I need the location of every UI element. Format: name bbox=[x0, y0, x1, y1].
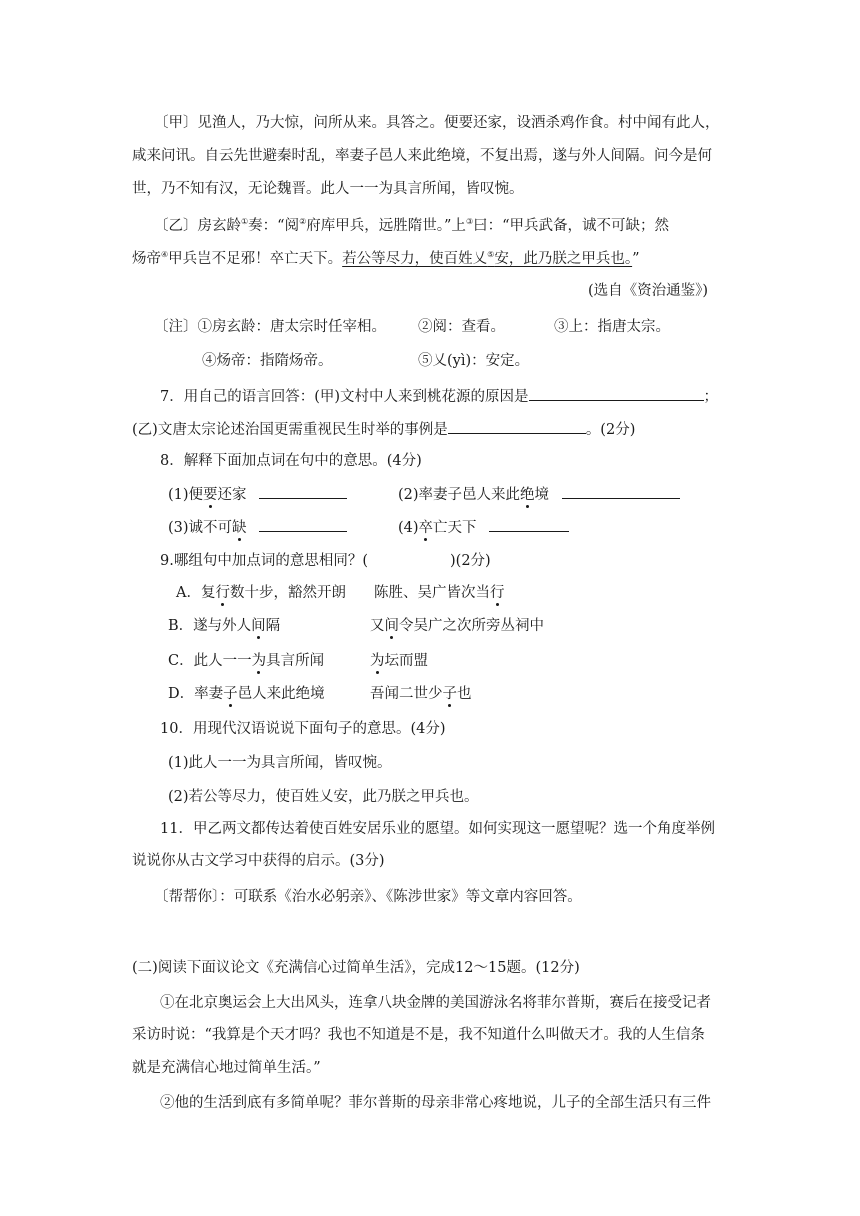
question-11-line-1: 11．甲乙两文都传达着使百姓安居乐业的愿望。如何实现这一愿望呢？选一个角度举例 bbox=[160, 821, 715, 837]
text: (乙)文唐太宗论述治国更需重视民生时举的事例是 bbox=[132, 422, 448, 438]
passage-jia-line-3: 世，乃不知有汉，无论魏晋。此人一一为具言所闻，皆叹惋。 bbox=[132, 181, 524, 197]
paragraph-1-line-2: 采访时说：“我算是个天才吗？我也不知道是不是，我不知道什么叫做天才。我的人生信条 bbox=[132, 1027, 705, 1043]
section-2-heading: (二)阅读下面议论文《充满信心过简单生活》，完成12～15题。(12分) bbox=[132, 960, 580, 976]
question-11-line-2: 说说你从古文学习中获得的启示。(3分) bbox=[132, 853, 385, 869]
text: (1)便 bbox=[168, 487, 204, 503]
text: 奏：“阅 bbox=[248, 218, 300, 234]
option-a-compare bbox=[374, 583, 505, 603]
text: (3)诚不可 bbox=[168, 520, 233, 536]
source-citation: (选自《资治通鉴》) bbox=[588, 283, 709, 299]
text: 陈胜、吴广皆次当 bbox=[374, 585, 490, 601]
option-d-compare bbox=[370, 684, 472, 704]
answer-blank[interactable] bbox=[489, 516, 569, 532]
text: 令吴广之次所旁丛祠中 bbox=[399, 618, 544, 634]
footnote-mark: ④ bbox=[161, 250, 169, 259]
paragraph-1-line-1: ①在北京奥运会上大出风头，连拿八块金牌的美国游泳名将菲尔普斯，赛后在接受记者 bbox=[160, 995, 711, 1011]
dotted-word: 行 bbox=[490, 585, 505, 601]
footnote-mark: ③ bbox=[465, 217, 474, 226]
underlined-sentence bbox=[342, 251, 632, 267]
text: 曰：“甲兵武备，诚不可缺；然 bbox=[473, 218, 670, 234]
question-8-title: 8．解释下面加点词在句中的意思。(4分) bbox=[160, 453, 422, 469]
option-d bbox=[168, 684, 325, 704]
dotted-word: 绝 bbox=[520, 487, 535, 503]
question-10-title: 10．用现代汉语说说下面句子的意思。(4分) bbox=[160, 721, 446, 737]
question-8-item-1 bbox=[168, 483, 347, 505]
text: 还家 bbox=[217, 487, 247, 503]
note-3: ③上：指唐太宗。 bbox=[554, 319, 670, 335]
text: 安，此乃朕之甲兵也。 bbox=[494, 251, 633, 267]
text: 甲兵岂不足邪！卒亡天下。 bbox=[168, 251, 343, 267]
dotted-word: 子 bbox=[442, 686, 457, 702]
passage-yi-line-2 bbox=[132, 245, 640, 269]
text: 邑人来此绝境 bbox=[237, 686, 325, 702]
answer-blank[interactable] bbox=[259, 483, 347, 499]
text: 坛而盟 bbox=[384, 653, 428, 669]
footnote-mark: ② bbox=[299, 217, 307, 226]
passage-yi-line-1 bbox=[154, 212, 669, 236]
text: (2)率妻子邑人来此 bbox=[398, 487, 521, 503]
text: B．遂与外人 bbox=[168, 618, 252, 634]
text: C．此人一一 bbox=[168, 653, 252, 669]
answer-blank[interactable] bbox=[259, 516, 347, 532]
paragraph-2-line-1: ②他的生活到底有多简单呢？菲尔普斯的母亲非常心疼地说，儿子的全部生活只有三件 bbox=[160, 1095, 711, 1111]
text: 吾闻二世少 bbox=[370, 686, 443, 702]
text: A．复 bbox=[176, 585, 216, 601]
note-2: ②阅：查看。 bbox=[418, 319, 505, 335]
dotted-word: 缺 bbox=[232, 520, 247, 536]
option-c-compare bbox=[370, 651, 428, 671]
option-a bbox=[176, 583, 346, 603]
question-10-sentence-1: (1)此人一一为具言所闻，皆叹惋。 bbox=[168, 755, 392, 771]
dotted-word: 为 bbox=[370, 653, 385, 669]
question-11-hint: 〔帮帮你〕：可联系《治水必躬亲》、《陈涉世家》等文章内容回答。 bbox=[154, 889, 582, 905]
text: 炀帝 bbox=[132, 251, 161, 267]
footnote-mark: ⑤ bbox=[487, 250, 495, 259]
text: 隔 bbox=[265, 618, 281, 634]
text: 府库甲兵，远胜隋世。”上 bbox=[306, 218, 466, 234]
answer-blank[interactable] bbox=[448, 418, 586, 434]
passage-jia-line-1: 〔甲〕见渔人，乃大惊，问所从来。具答之。便要还家，设酒杀鸡作食。村中闻有此人， bbox=[154, 115, 720, 131]
dotted-word: 间 bbox=[251, 618, 266, 634]
option-c bbox=[168, 651, 324, 671]
answer-blank[interactable] bbox=[562, 483, 680, 499]
question-9-title bbox=[160, 551, 491, 571]
text: )(2分) bbox=[450, 553, 491, 569]
dotted-word: 为 bbox=[251, 653, 267, 669]
dotted-word: 要 bbox=[203, 487, 218, 503]
dotted-word: 子 bbox=[223, 686, 238, 702]
text: 数十步，豁然开朗 bbox=[229, 585, 346, 601]
question-10-sentence-2: (2)若公等尽力，使百姓乂安，此乃朕之甲兵也。 bbox=[168, 789, 479, 805]
question-8-item-4 bbox=[398, 516, 569, 538]
text: 。(2分) bbox=[585, 422, 636, 438]
text: ； bbox=[703, 389, 719, 405]
question-7-line-2 bbox=[132, 418, 635, 440]
paragraph-1-line-3: 就是充满信心地过简单生活。” bbox=[132, 1060, 321, 1076]
text: (4) bbox=[398, 520, 419, 536]
dotted-word: 行 bbox=[215, 585, 230, 601]
text: 又 bbox=[370, 618, 385, 634]
answer-blank[interactable] bbox=[529, 385, 704, 401]
option-b-compare bbox=[370, 616, 544, 636]
text: ” bbox=[632, 251, 640, 267]
text: 〔乙〕房玄龄 bbox=[154, 218, 241, 234]
question-8-item-3 bbox=[168, 516, 347, 538]
note-1: 〔注〕①房玄龄：唐太宗时任宰相。 bbox=[154, 319, 386, 335]
question-7-line-1 bbox=[160, 385, 718, 407]
dotted-word: 卒 bbox=[418, 520, 434, 536]
passage-jia-line-2: 咸来问讯。自云先世避秦时乱，率妻子邑人来此绝境，不复出焉，遂与外人间隔。问今是何 bbox=[132, 148, 712, 164]
footnote-mark: ① bbox=[241, 217, 249, 226]
dotted-word: 间 bbox=[384, 618, 399, 634]
text: 7．用自己的语言回答：(甲)文村中人来到桃花源的原因是 bbox=[160, 389, 529, 405]
text: 若公等尽力，使百姓乂 bbox=[342, 251, 488, 267]
text: 9.哪组句中加点词的意思相同？( bbox=[160, 553, 368, 569]
text: 境 bbox=[534, 487, 550, 503]
text: 亡天下 bbox=[433, 520, 477, 536]
note-5: ⑤乂(yì)：安定。 bbox=[418, 353, 530, 369]
text: 也 bbox=[457, 686, 472, 702]
question-8-item-2 bbox=[398, 483, 680, 505]
text: 具言所闻 bbox=[266, 653, 325, 669]
option-b bbox=[168, 616, 280, 636]
text: D．率妻 bbox=[168, 686, 224, 702]
note-4: ④炀帝：指隋炀帝。 bbox=[202, 353, 333, 369]
